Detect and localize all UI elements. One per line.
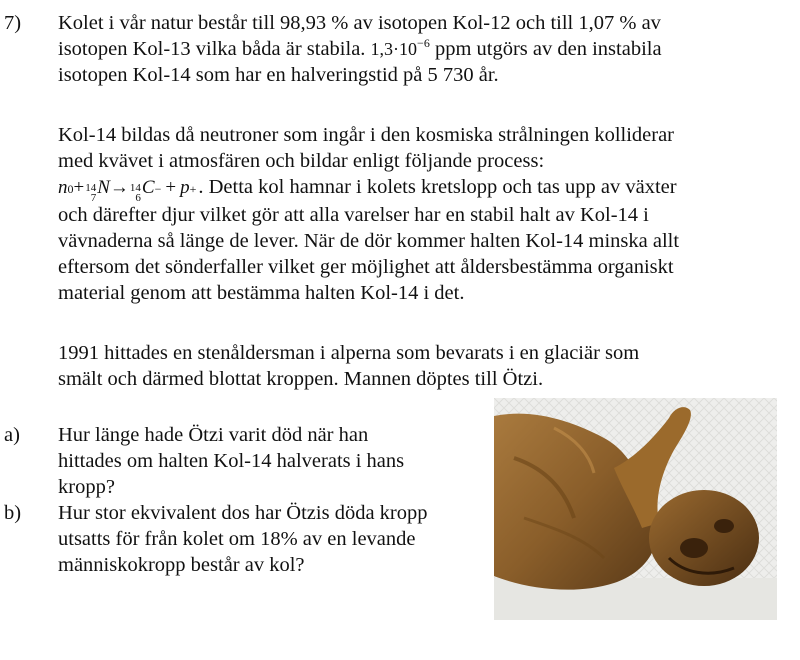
question-b-line-3: människokropp består av kol?	[58, 554, 305, 576]
intro-line-2-text: isotopen Kol-13 vilka båda är stabila.	[58, 38, 371, 60]
para3-line-2: smält och därmed blottat kroppen. Mannen döptes till Ötzi.	[58, 368, 544, 390]
question-a-label: a)	[4, 424, 20, 446]
para2-line-6: eftersom det sönderfaller vilket ger möjlighet att åldersbestämma organiskt	[58, 256, 674, 278]
question-b-line-1: Hur stor ekvivalent dos har Ötzis döda kropp	[58, 502, 428, 524]
question-b-label: b)	[4, 502, 22, 524]
para3-line-1: 1991 hittades en stenåldersman i alperna som bevarats i en glaciär som	[58, 342, 640, 364]
problem-number: 7)	[4, 12, 22, 34]
plus-sign-2: +	[165, 177, 177, 198]
carbon-atomic-number: 6	[135, 192, 141, 204]
formation-paragraph	[58, 122, 798, 306]
carbon-isotope-numbers	[130, 183, 141, 203]
question-a	[58, 422, 488, 500]
intro-line-3: isotopen Kol-14 som har en halveringstid på 5 730 år.	[58, 64, 499, 86]
intro-line-2	[58, 36, 798, 62]
otzi-mummy-photo	[494, 398, 777, 620]
para2-line-5: vävnaderna så länge de lever. När de dör kommer halten Kol-14 minska allt	[58, 230, 680, 252]
proton-symbol: p	[180, 177, 190, 198]
neutron-symbol: n	[58, 177, 68, 198]
question-a-line-3: kropp?	[58, 476, 115, 498]
sci-number: 1,3·10	[370, 39, 418, 59]
nitrogen-atomic-number: 7	[90, 192, 97, 204]
intro-line-2-tail: ppm utgörs av den instabila	[434, 38, 662, 60]
para2-line-7: material genom att bestämma halten Kol-14 i det.	[58, 282, 465, 304]
intro-paragraph	[58, 10, 798, 88]
para2-line-4: och därefter djur vilket gör att alla varelser har en stabil halt av Kol-14 i	[58, 204, 649, 226]
carbon-symbol: C	[141, 177, 155, 198]
nitrogen-mass-number: 14	[85, 182, 97, 194]
question-a-line-1: Hur länge hade Ötzi varit död när han	[58, 424, 369, 446]
reaction-arrow: →	[109, 177, 129, 198]
otzi-paragraph	[58, 340, 798, 392]
sci-exponent: −6	[417, 36, 430, 51]
formula-line	[58, 174, 798, 202]
nuclear-reaction-formula: n 0 + 14 7 N → 14 6 C − + p +	[58, 177, 197, 204]
para2-line-2: med kvävet i atmosfären och bildar enligt följande process:	[58, 150, 545, 172]
intro-line-1: Kolet i vår natur består till 98,93 % av isotopen Kol-12 och till 1,07 % av	[58, 12, 661, 34]
question-b	[58, 500, 488, 578]
plus-sign: +	[73, 177, 85, 198]
carbon-mass-number: 14	[129, 182, 141, 194]
nitrogen-symbol: N	[97, 177, 110, 198]
para2-line-1: Kol-14 bildas då neutroner som ingår i den kosmiska strålningen kolliderar	[58, 124, 675, 146]
para2-line-3: . Detta kol hamnar i kolets kretslopp och tas upp av växter	[198, 176, 677, 198]
question-a-line-2: hittades om halten Kol-14 halverats i hans	[58, 450, 405, 472]
question-b-line-2: utsatts för från kolet om 18% av en levande	[58, 528, 416, 550]
nitrogen-isotope-numbers	[85, 183, 96, 203]
